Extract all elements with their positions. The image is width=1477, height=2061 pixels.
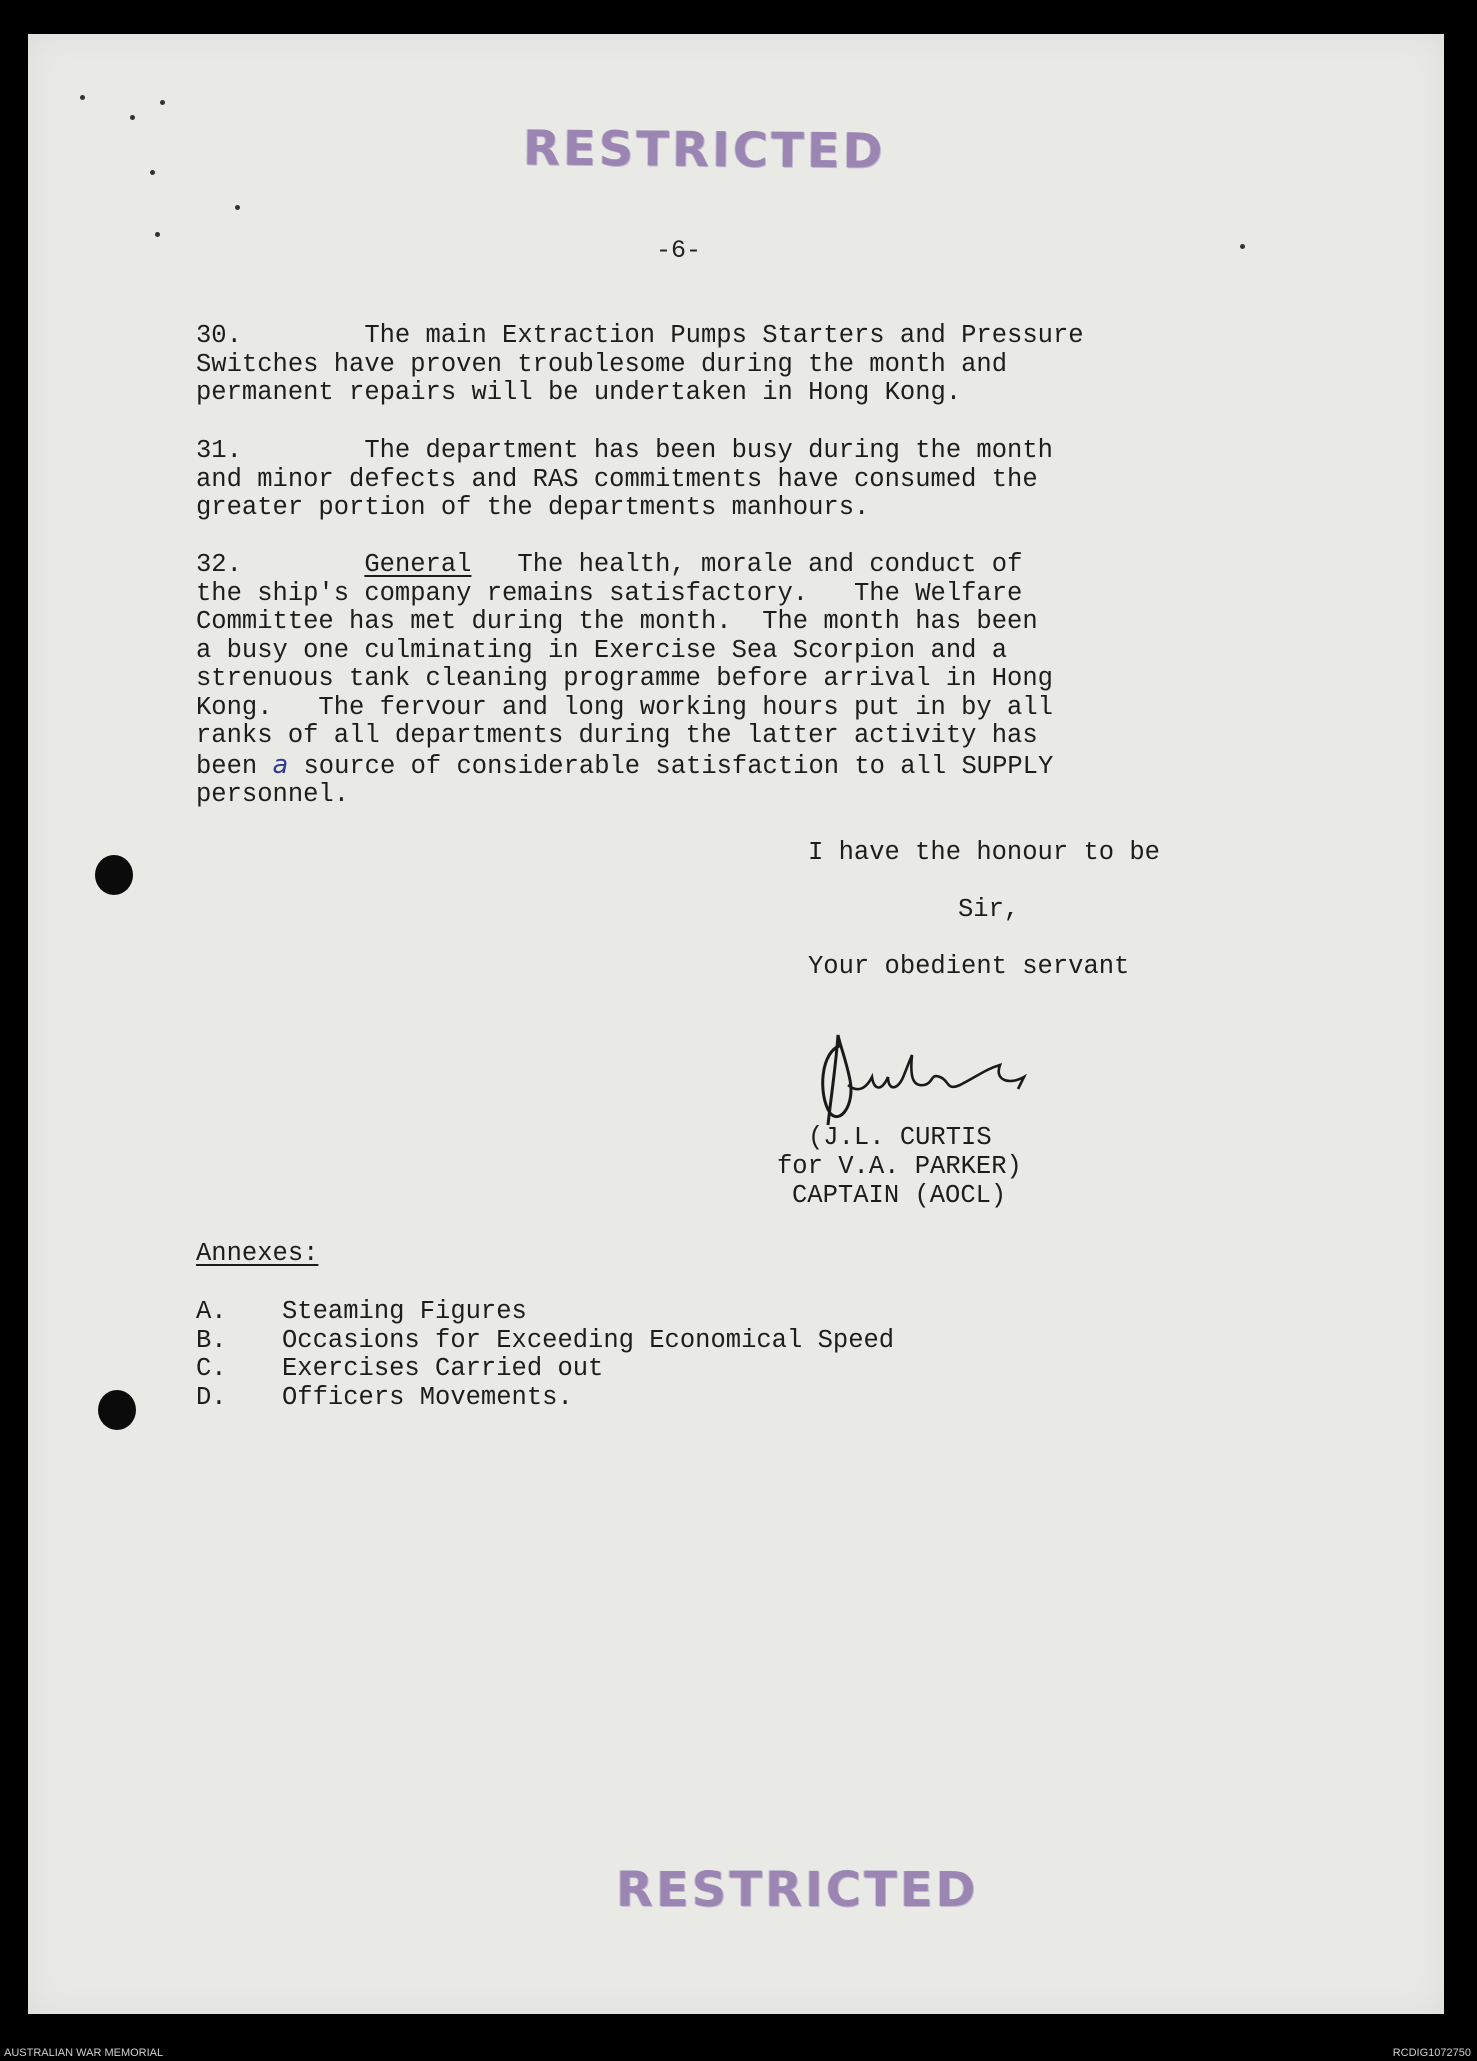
p32-heading: General — [364, 550, 472, 579]
footer-source: AUSTRALIAN WAR MEMORIAL — [4, 2047, 164, 2059]
punch-hole-top — [95, 855, 133, 895]
closing-line-3: Your obedient servant — [808, 952, 1130, 981]
p32-line-1 — [196, 551, 1053, 580]
p30-line-2: Switches have proven troublesome during the month and — [196, 349, 1008, 379]
handwritten-insert: a — [272, 749, 289, 780]
p32-line-4: a busy one culminating in Exercise Sea Scorpion and a — [196, 635, 1008, 665]
annexes-title: Annexes: — [196, 1239, 319, 1268]
paragraph-30 — [196, 322, 1084, 408]
paper-speck — [155, 232, 160, 237]
p30-line-1: 30. The main Extraction Pumps Starters and Pressure — [196, 321, 1084, 350]
p32-line8-pre: been — [196, 751, 273, 781]
closing-line-1: I have the honour to be — [808, 838, 1160, 867]
p31-line-3: greater portion of the departments manhours. — [196, 493, 870, 522]
p31-line-1: 31. The department has been busy during the month — [196, 436, 1053, 465]
paper-speck — [235, 205, 240, 210]
p32-line-3: Committee has met during the month. The month has been — [196, 607, 1038, 636]
annex-key: A. — [196, 1297, 227, 1326]
p31-line-2: and minor defects and RAS commitments have consumed the — [196, 464, 1038, 494]
annex-key: C. — [196, 1354, 227, 1383]
signatory-rank: CAPTAIN (AOCL) — [792, 1181, 1007, 1210]
footer-id: RCDIG1072750 — [1392, 2047, 1471, 2059]
p32-line-6: Kong. The fervour and long working hours put in by all — [196, 692, 1053, 722]
p32-line-9: personnel. — [196, 780, 350, 809]
annex-item — [196, 1383, 573, 1412]
paper-speck — [1240, 244, 1245, 249]
signatory-name: (J.L. CURTIS — [808, 1123, 992, 1152]
p32-number: 32. — [196, 550, 242, 579]
restricted-stamp-top: RESTRICTED — [522, 120, 886, 180]
annex-item — [196, 1354, 603, 1383]
p32-line-7: ranks of all departments during the latter activity has — [196, 721, 1038, 750]
handwritten-signature — [800, 1025, 1060, 1130]
signatory-for: for V.A. PARKER) — [777, 1152, 1022, 1181]
p32-line-5: strenuous tank cleaning programme before arrival in Hong — [196, 664, 1053, 693]
annex-key: D. — [196, 1383, 227, 1412]
page-number: -6- — [656, 236, 702, 265]
annex-label: Exercises Carried out — [282, 1354, 604, 1383]
paper-speck — [80, 95, 85, 100]
punch-hole-bottom — [98, 1390, 136, 1430]
p30-line-3: permanent repairs will be undertaken in Hong Kong. — [196, 378, 962, 407]
annex-item — [196, 1326, 894, 1355]
closing-salutation: Sir, — [958, 895, 1020, 924]
paper-speck — [150, 170, 155, 175]
p32-line1-rest: The health, morale and conduct of — [517, 550, 1023, 579]
paragraph-31 — [196, 437, 1053, 523]
annex-label: Steaming Figures — [282, 1297, 527, 1326]
annex-label: Officers Movements. — [282, 1383, 573, 1412]
annex-label: Occasions for Exceeding Economical Speed — [282, 1326, 895, 1355]
paper-speck — [130, 115, 135, 120]
restricted-stamp-bottom: RESTRICTED — [616, 1862, 979, 1918]
annex-key: B. — [196, 1326, 227, 1355]
annex-item — [196, 1297, 527, 1326]
paragraph-32 — [196, 551, 1053, 810]
p32-line-8 — [196, 751, 1053, 782]
p32-line8-post: source of considerable satisfaction to all SUPPLY — [288, 751, 1054, 781]
p32-line-2: the ship's company remains satisfactory. The Welfare — [196, 578, 1023, 608]
paper-speck — [160, 100, 165, 105]
